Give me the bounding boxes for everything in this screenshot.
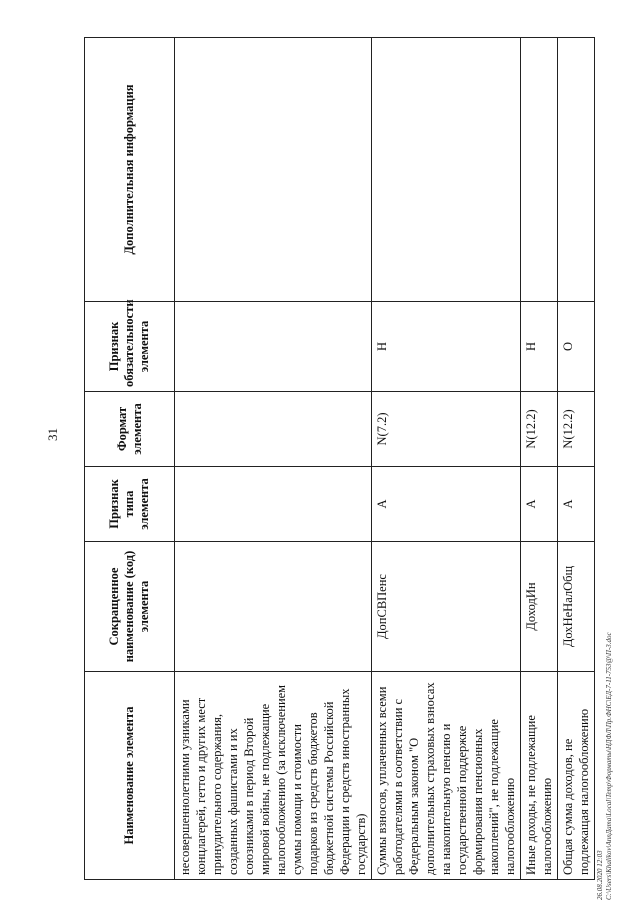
table-row (175, 38, 372, 880)
cell-format: N(7.2) (372, 392, 521, 467)
header-additional-info: Дополнительная информация (85, 38, 175, 302)
cell-code (175, 542, 372, 672)
cell-type: А (558, 467, 595, 542)
cell-required (175, 302, 372, 392)
header-element-format: Формат элемента (85, 392, 175, 467)
cell-required: Н (521, 302, 558, 392)
cell-format: N(12.2) (558, 392, 595, 467)
cell-code: ДопСВПенс (372, 542, 521, 672)
elements-table (84, 37, 595, 880)
cell-format (175, 392, 372, 467)
cell-name: Иные доходы, не подлежащие налогообложению (521, 672, 558, 880)
table-container (84, 38, 591, 880)
cell-info (372, 38, 521, 302)
cell-code: ДоходИн (521, 542, 558, 672)
cell-info (521, 38, 558, 302)
stamp-date: 26.08.2020 12:03 (596, 850, 604, 900)
cell-code: ДохНеНалОбщ (558, 542, 595, 672)
header-required-flag: Признак обязательности элемента (85, 302, 175, 392)
header-element-name: Наименование элемента (85, 672, 175, 880)
stamp-path: C:\Users\Khalikov\АппДата\Local\Temp\Форматы\НДФЛ\Пр.ФНС\ЕД-7-11-753@\П-3.doc (604, 632, 613, 900)
table-row (372, 38, 521, 880)
cell-type (175, 467, 372, 542)
cell-required: Н (372, 302, 521, 392)
cell-name: несовершеннолетними узниками концлагерей, гетто и других мест принудительного содержания, созданных фашистами и их союзниками в период Второй мировой войны, не подлежащие налогообложению (за исключением суммы помощи и стоимости подарков из средств бюджетов бюджетной системы Российской Федерации и средств иностранных государств) (175, 672, 372, 880)
table-row (521, 38, 558, 880)
cell-info (558, 38, 595, 302)
cell-name: Суммы взносов, уплаченных всеми работодателями в соответствии с Федеральным законом "О дополнительных страховых взносах на накопительную пенсию и государственной поддержке формирования пенсионных накоплений", не подлежащие налогообложению (372, 672, 521, 880)
cell-required: О (558, 302, 595, 392)
page-number: 31 (45, 428, 60, 441)
table-row (558, 38, 595, 880)
cell-format: N(12.2) (521, 392, 558, 467)
cell-name: Общая сумма доходов, не подлежащая налогообложению (558, 672, 595, 880)
file-stamp (596, 632, 614, 900)
cell-type: А (521, 467, 558, 542)
cell-type: А (372, 467, 521, 542)
cell-info (175, 38, 372, 302)
header-short-code: Сокращенное наименование (код) элемента (85, 542, 175, 672)
header-element-type: Признак типа элемента (85, 467, 175, 542)
